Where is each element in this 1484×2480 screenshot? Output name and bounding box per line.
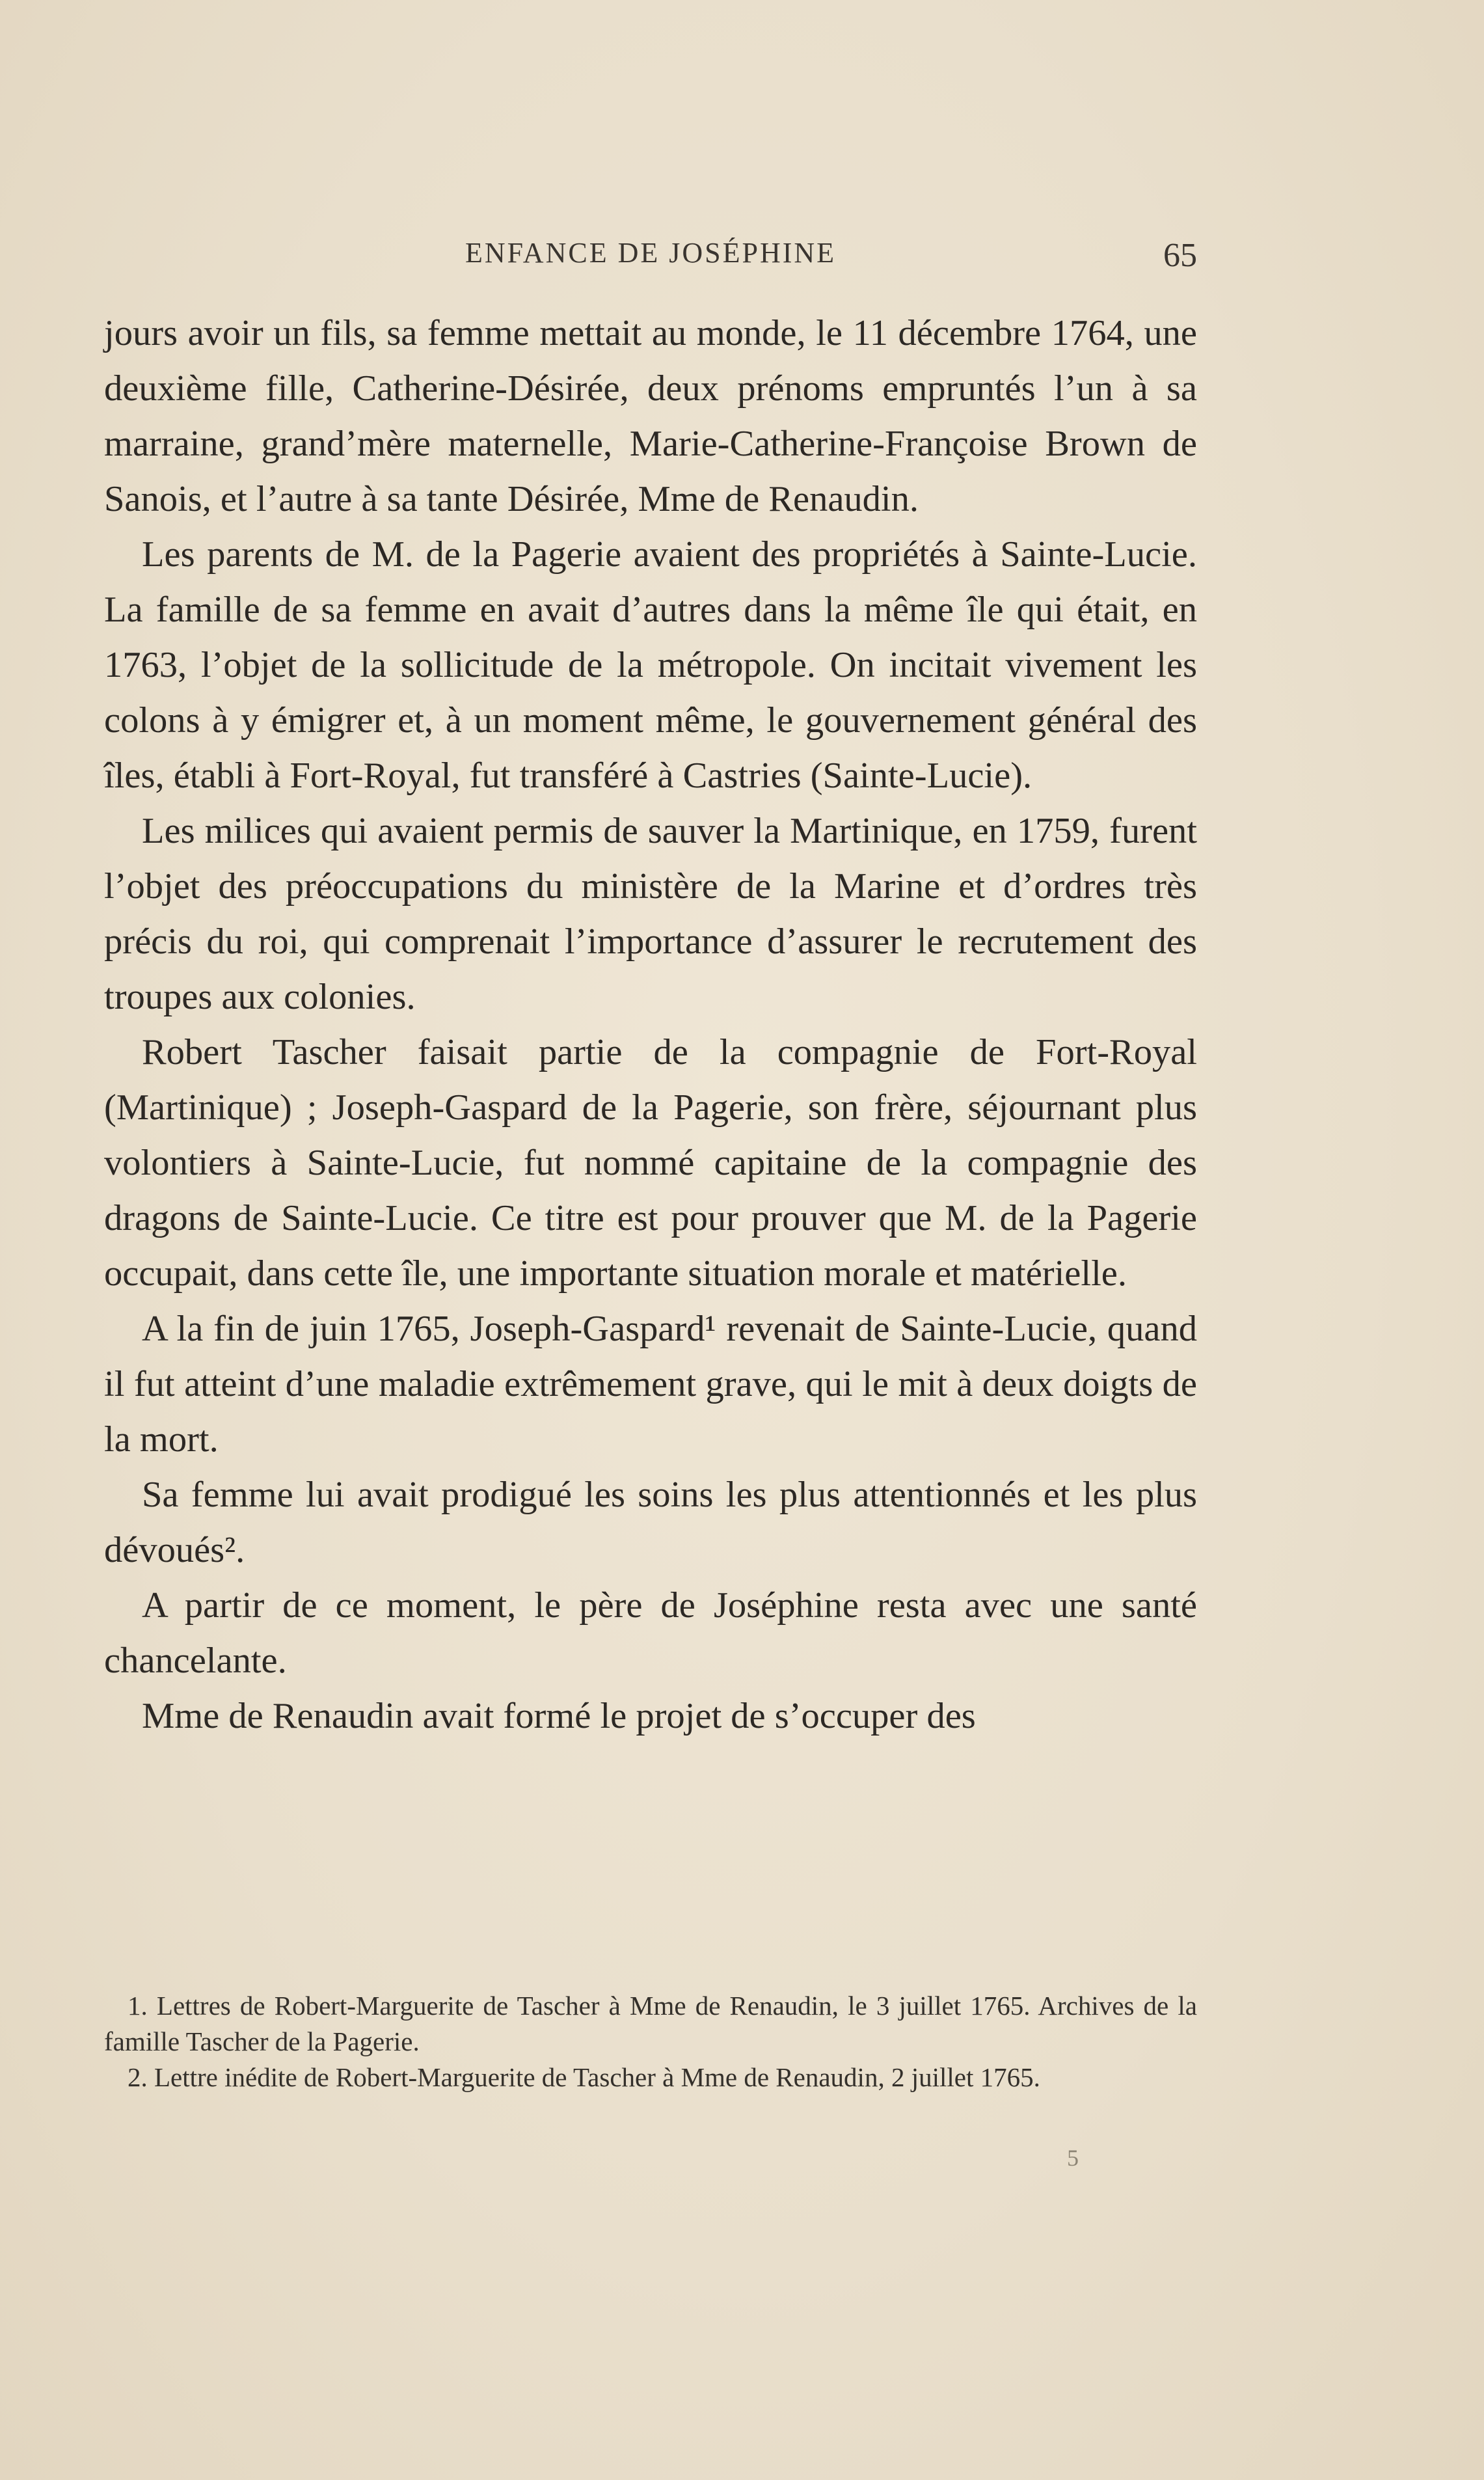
paragraph: A la fin de juin 1765, Joseph-Gaspard¹ revenait de Sainte-Lucie, quand il fut atteint d’une maladie extrêmement grave, qui le mit à deux doigts de la mort.	[104, 1309, 1197, 1460]
footnotes	[104, 1988, 1197, 2095]
page-number: 65	[1163, 237, 1197, 274]
running-title: ENFANCE DE JOSÉPHINE	[465, 237, 837, 269]
paragraph: Robert Tascher faisait partie de la compagnie de Fort-Royal (Martinique) ; Joseph-Gaspard de la Pagerie, son frère, séjournant plus volontiers à Sainte-Lucie, fut nommé capitaine de la compagnie des dragons de Sainte-Lucie. Ce titre est pour prouver que M. de la Pagerie occupait, dans cette île, une importante situation morale et matérielle.	[104, 1032, 1197, 1294]
paragraph: Sa femme lui avait prodigué les soins les plus attentionnés et les plus dévoués².	[104, 1475, 1197, 1570]
footnote: 2. Lettre inédite de Robert-Marguerite de Tascher à Mme de Renaudin, 2 juillet 1765.	[128, 2062, 1040, 2092]
signature-mark: 5	[1067, 2145, 1079, 2171]
paragraph: Les parents de M. de la Pagerie avaient des propriétés à Sainte-Lucie. La famille de sa femme en avait d’autres dans la même île qui était, en 1763, l’objet de la sollicitude de la métropole. On incitait vivement les colons à y émigrer et, à un moment même, le gouvernement général des îles, établi à Fort-Royal, fut transféré à Castries (Sainte-Lucie).	[104, 534, 1197, 796]
paragraph: A partir de ce moment, le père de Joséphine resta avec une santé chancelante.	[104, 1585, 1197, 1681]
paragraph: Les milices qui avaient permis de sauver la Martinique, en 1759, furent l’objet des préoccupations du ministère de la Marine et d’ordres très précis du roi, qui comprenait l’importance d’assurer le recrutement des troupes aux colonies.	[104, 811, 1197, 1017]
footnote: 1. Lettres de Robert-Marguerite de Tascher à Mme de Renaudin, le 3 juillet 1765. Archives de la famille Tascher de la Pagerie.	[104, 1991, 1197, 2056]
body-text	[104, 306, 1197, 1744]
paragraph: Mme de Renaudin avait formé le projet de s’occuper des	[142, 1696, 976, 1736]
paragraph: jours avoir un fils, sa femme mettait au monde, le 11 décembre 1764, une deuxième fille, Catherine-Désirée, deux prénoms empruntés l’un à sa marraine, grand’mère maternelle, Marie-Catherine-Françoise Brown de Sanois, et l’autre à sa tante Désirée, Mme de Renaudin.	[104, 313, 1197, 519]
